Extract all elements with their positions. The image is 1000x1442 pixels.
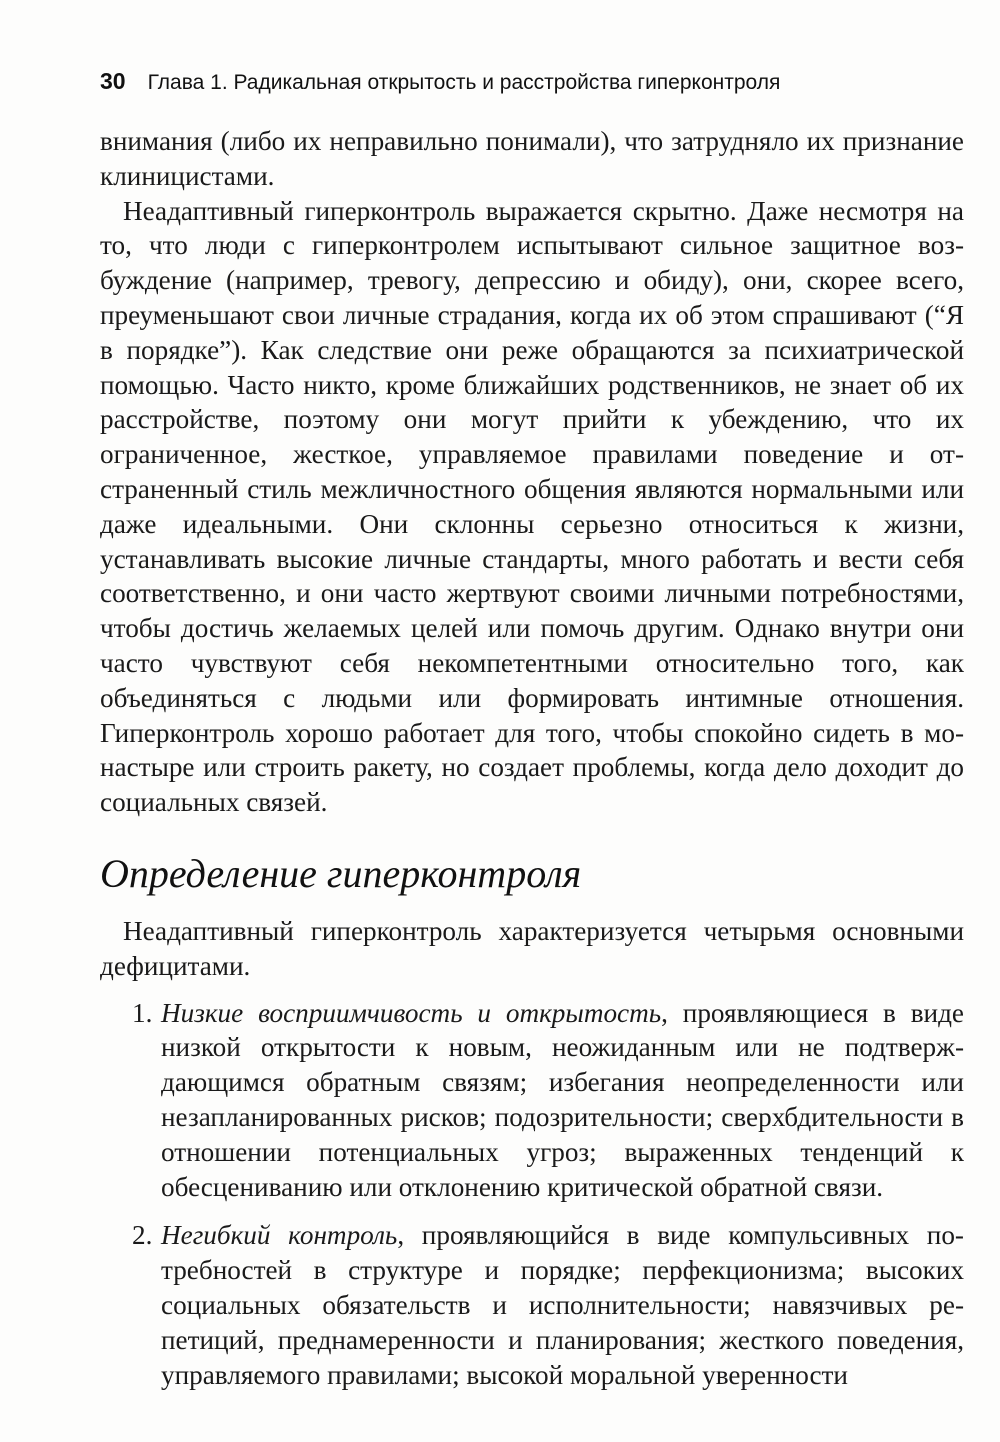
section-intro: Неадаптивный гиперконтроль характеризуется четырьмя основными дефицитами. — [100, 915, 964, 981]
list-item-term: Негибкий контроль — [161, 1220, 398, 1251]
section-heading: Определение гиперконтроля — [100, 850, 582, 896]
body-text — [100, 124, 964, 1406]
list-item — [100, 1218, 964, 1392]
list-item-number: 2. — [132, 1220, 153, 1251]
list-item-term: Низкие восприимчивость и открытость — [161, 997, 662, 1028]
continued-paragraph: внимания (либо их неправильно понимали), что затрудняло их признание клиницистами. — [100, 126, 964, 191]
list-item-number: 1. — [132, 997, 153, 1028]
list-item — [100, 996, 964, 1205]
deficits-list — [100, 996, 964, 1393]
chapter-title: Глава 1. Радикальная открытость и расстройства гиперконтроля — [147, 71, 781, 94]
running-head — [100, 68, 960, 95]
paragraph-covert-overcontrol: Неадаптивный гиперконтроль выражается скрытно. Даже несмотря на то, что люди с гиперконтролем испытывают сильное защитное возбуждение (например, тревогу, депрессию и обиду), они, скорее всего, преуменьшают свои личные страдания, когда их об этом спрашивают (“Я в порядке”). Как следствие они реже обращаются за психиатрической помощью. Часто никто, кроме ближайших родственников, не знает об их расстройстве, поэтому они могут прийти к убеждению, что их ограниченное, жесткое, управляемое правилами поведение и отстраненный стиль межличностного общения являются нормальными или даже идеальными. Они склонны серьезно относиться к жизни, устанавливать высокие личные стандарты, много работать и вести себя соответственно, и они часто жертвуют своими личными потребностями, чтобы достичь желаемых целей или помочь другим. Однако внутри они часто чувствуют себя некомпетентными относительно того, как объединяться с людьми или формировать интимные отношения. Гиперконтроль хорошо работает для того, чтобы спокойно сидеть в монастыре или строить ракету, но создает проблемы, когда дело доходит до социальных связей. — [100, 195, 964, 818]
list-item-text: , проявляющиеся в виде низкой открытости к новым, неожиданным или не подтверждающимся обратным связям; избегания неопределенности или незапланированных рисков; подозрительности; сверхбдительности в отношении потенциальных угроз; выраженных тенденций к обесцениванию или отклонению критической обратной связи. — [161, 997, 964, 1202]
list-item-text: , проявляющийся в виде компульсивных потребностей в структуре и порядке; перфекционизма; высоких социальных обязательств и исполнительности; навязчивых репетиций, преднамеренности и планирования; жесткого поведения, управляемого правилами; высокой моральной уверенности — [161, 1220, 964, 1390]
page-number: 30 — [100, 68, 126, 94]
